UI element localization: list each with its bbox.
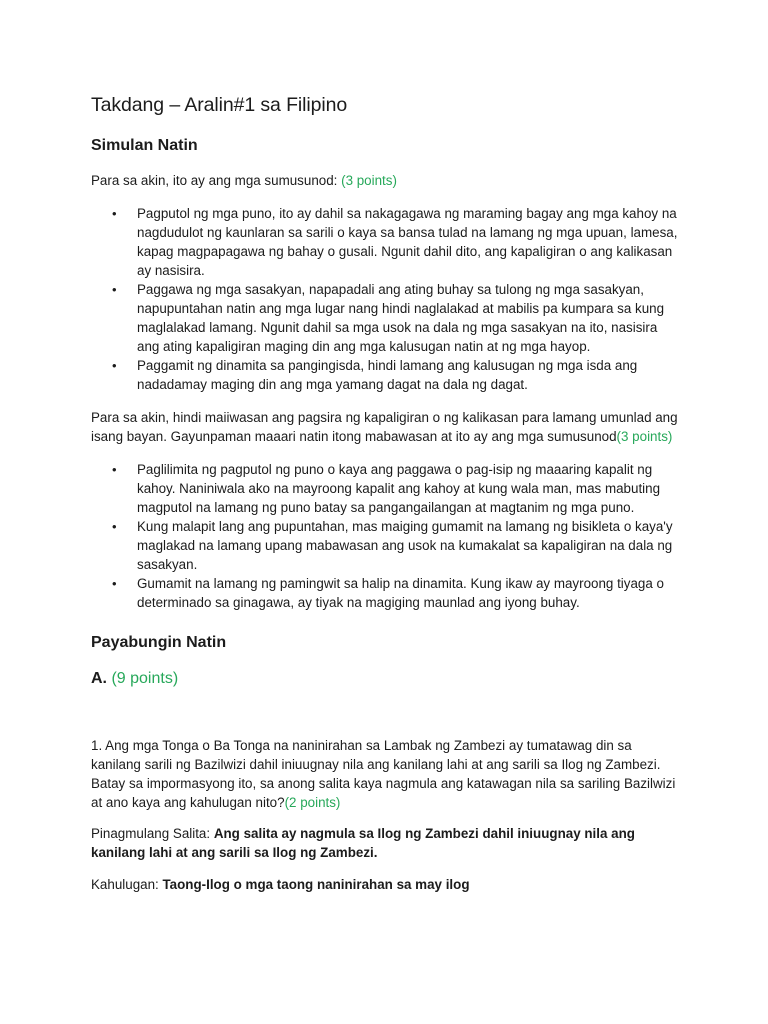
section-heading-payabungin: Payabungin Natin [91, 634, 227, 651]
simulan-intro-text: Para sa akin, ito ay ang mga sumusunod: [91, 173, 342, 188]
subsection-label: A. [91, 670, 107, 687]
simulan-bullet-list [91, 204, 681, 394]
list-item: • Paglilimita ng pagputol ng puno o kaya ang paggawa o pag-isip ng maaaring kapalit ng kahoy. Naniniwala ako na mayroong kapalit ang kahoy at kung wala man, mas mabuting magputol na lamang ng puno batay sa pangangailangan at magtanim ng mga puno. [91, 460, 681, 517]
simulan-intro [91, 171, 681, 190]
subsection-heading-a [91, 668, 681, 690]
document-page [91, 92, 681, 894]
question-1-points: (2 points) [284, 795, 341, 810]
question-1 [91, 736, 681, 812]
simulan-intro-2-points: (3 points) [616, 429, 673, 444]
section-heading-simulan: Simulan Natin [91, 137, 198, 154]
answer-label: Kahulugan: [91, 877, 163, 892]
answer-value: Ang salita ay nagmula sa Ilog ng Zambezi dahil iniuugnay nila ang kanilang lahi at ang sarili sa Ilog ng Zambezi. [91, 826, 635, 860]
answer-pinagmulang-salita [91, 824, 681, 862]
list-item: • Pagputol ng mga puno, ito ay dahil sa nakagagawa ng maraming bagay ang mga kahoy na nagdudulot ng kaunlaran sa sarili o kaya sa bansa tulad na lamang ng mga upuan, lamesa, kapag magpapagawa ng bahay o gusali. Ngunit dahil dito, ang kapaligiran o ang kalikasan ay nasisira. [91, 204, 681, 280]
simulan-intro-points: (3 points) [341, 173, 397, 188]
list-item: • Kung malapit lang ang pupuntahan, mas maiging gumamit na lamang ng bisikleta o kaya'y maglakad na lamang upang mabawasan ang usok na kumakalat sa kapaligiran na dala ng sasakyan. [91, 517, 681, 574]
answer-kahulugan [91, 875, 681, 894]
list-item: • Paggamit ng dinamita sa pangingisda, hindi lamang ang kalusugan ng mga isda ang nadadamay maging din ang mga yamang dagat na dala ng dagat. [91, 356, 681, 394]
list-item: • Paggawa ng mga sasakyan, napapadali ang ating buhay sa tulong ng mga sasakyan, napupuntahan natin ang mga lugar nang hindi naglalakad at mabilis pa kumpara sa kung maglalakad lamang. Ngunit dahil sa mga usok na dala ng mga sasakyan na ito, nasisira ang ating kapaligiran maging din ang mga kalusugan natin at ng mga hayop. [91, 280, 681, 356]
list-item: • Gumamit na lamang ng pamingwit sa halip na dinamita. Kung ikaw ay mayroong tiyaga o determinado sa ginagawa, ay tiyak na magiging maunlad ang iyong buhay. [91, 574, 681, 612]
document-title: Takdang – Aralin#1 sa Filipino [91, 94, 348, 116]
answer-value: Taong-Ilog o mga taong naninirahan sa may ilog [162, 877, 470, 892]
simulan-intro-2 [91, 408, 681, 446]
simulan-intro-2-text: Para sa akin, hindi maiiwasan ang pagsira ng kapaligiran o ng kalikasan para lamang umunlad ang isang bayan. Gayunpaman maaari natin itong mabawasan at ito ay ang mga sumusunod [91, 410, 678, 444]
question-1-text: 1. Ang mga Tonga o Ba Tonga na naninirahan sa Lambak ng Zambezi ay tumatawag din sa kanilang sarili ng Bazilwizi dahil iniuugnay nila ang kanilang lahi at ang sarili sa Ilog ng Zambezi. Batay sa impormasyong ito, sa anong salita kaya nagmula ang katawagan nila sa sariling Bazilwizi at ano kaya ang kahulugan nito? [91, 738, 676, 810]
simulan-bullet-list-2 [91, 460, 681, 612]
subsection-points: (9 points) [111, 670, 179, 687]
answer-label: Pinagmulang Salita: [91, 826, 214, 841]
